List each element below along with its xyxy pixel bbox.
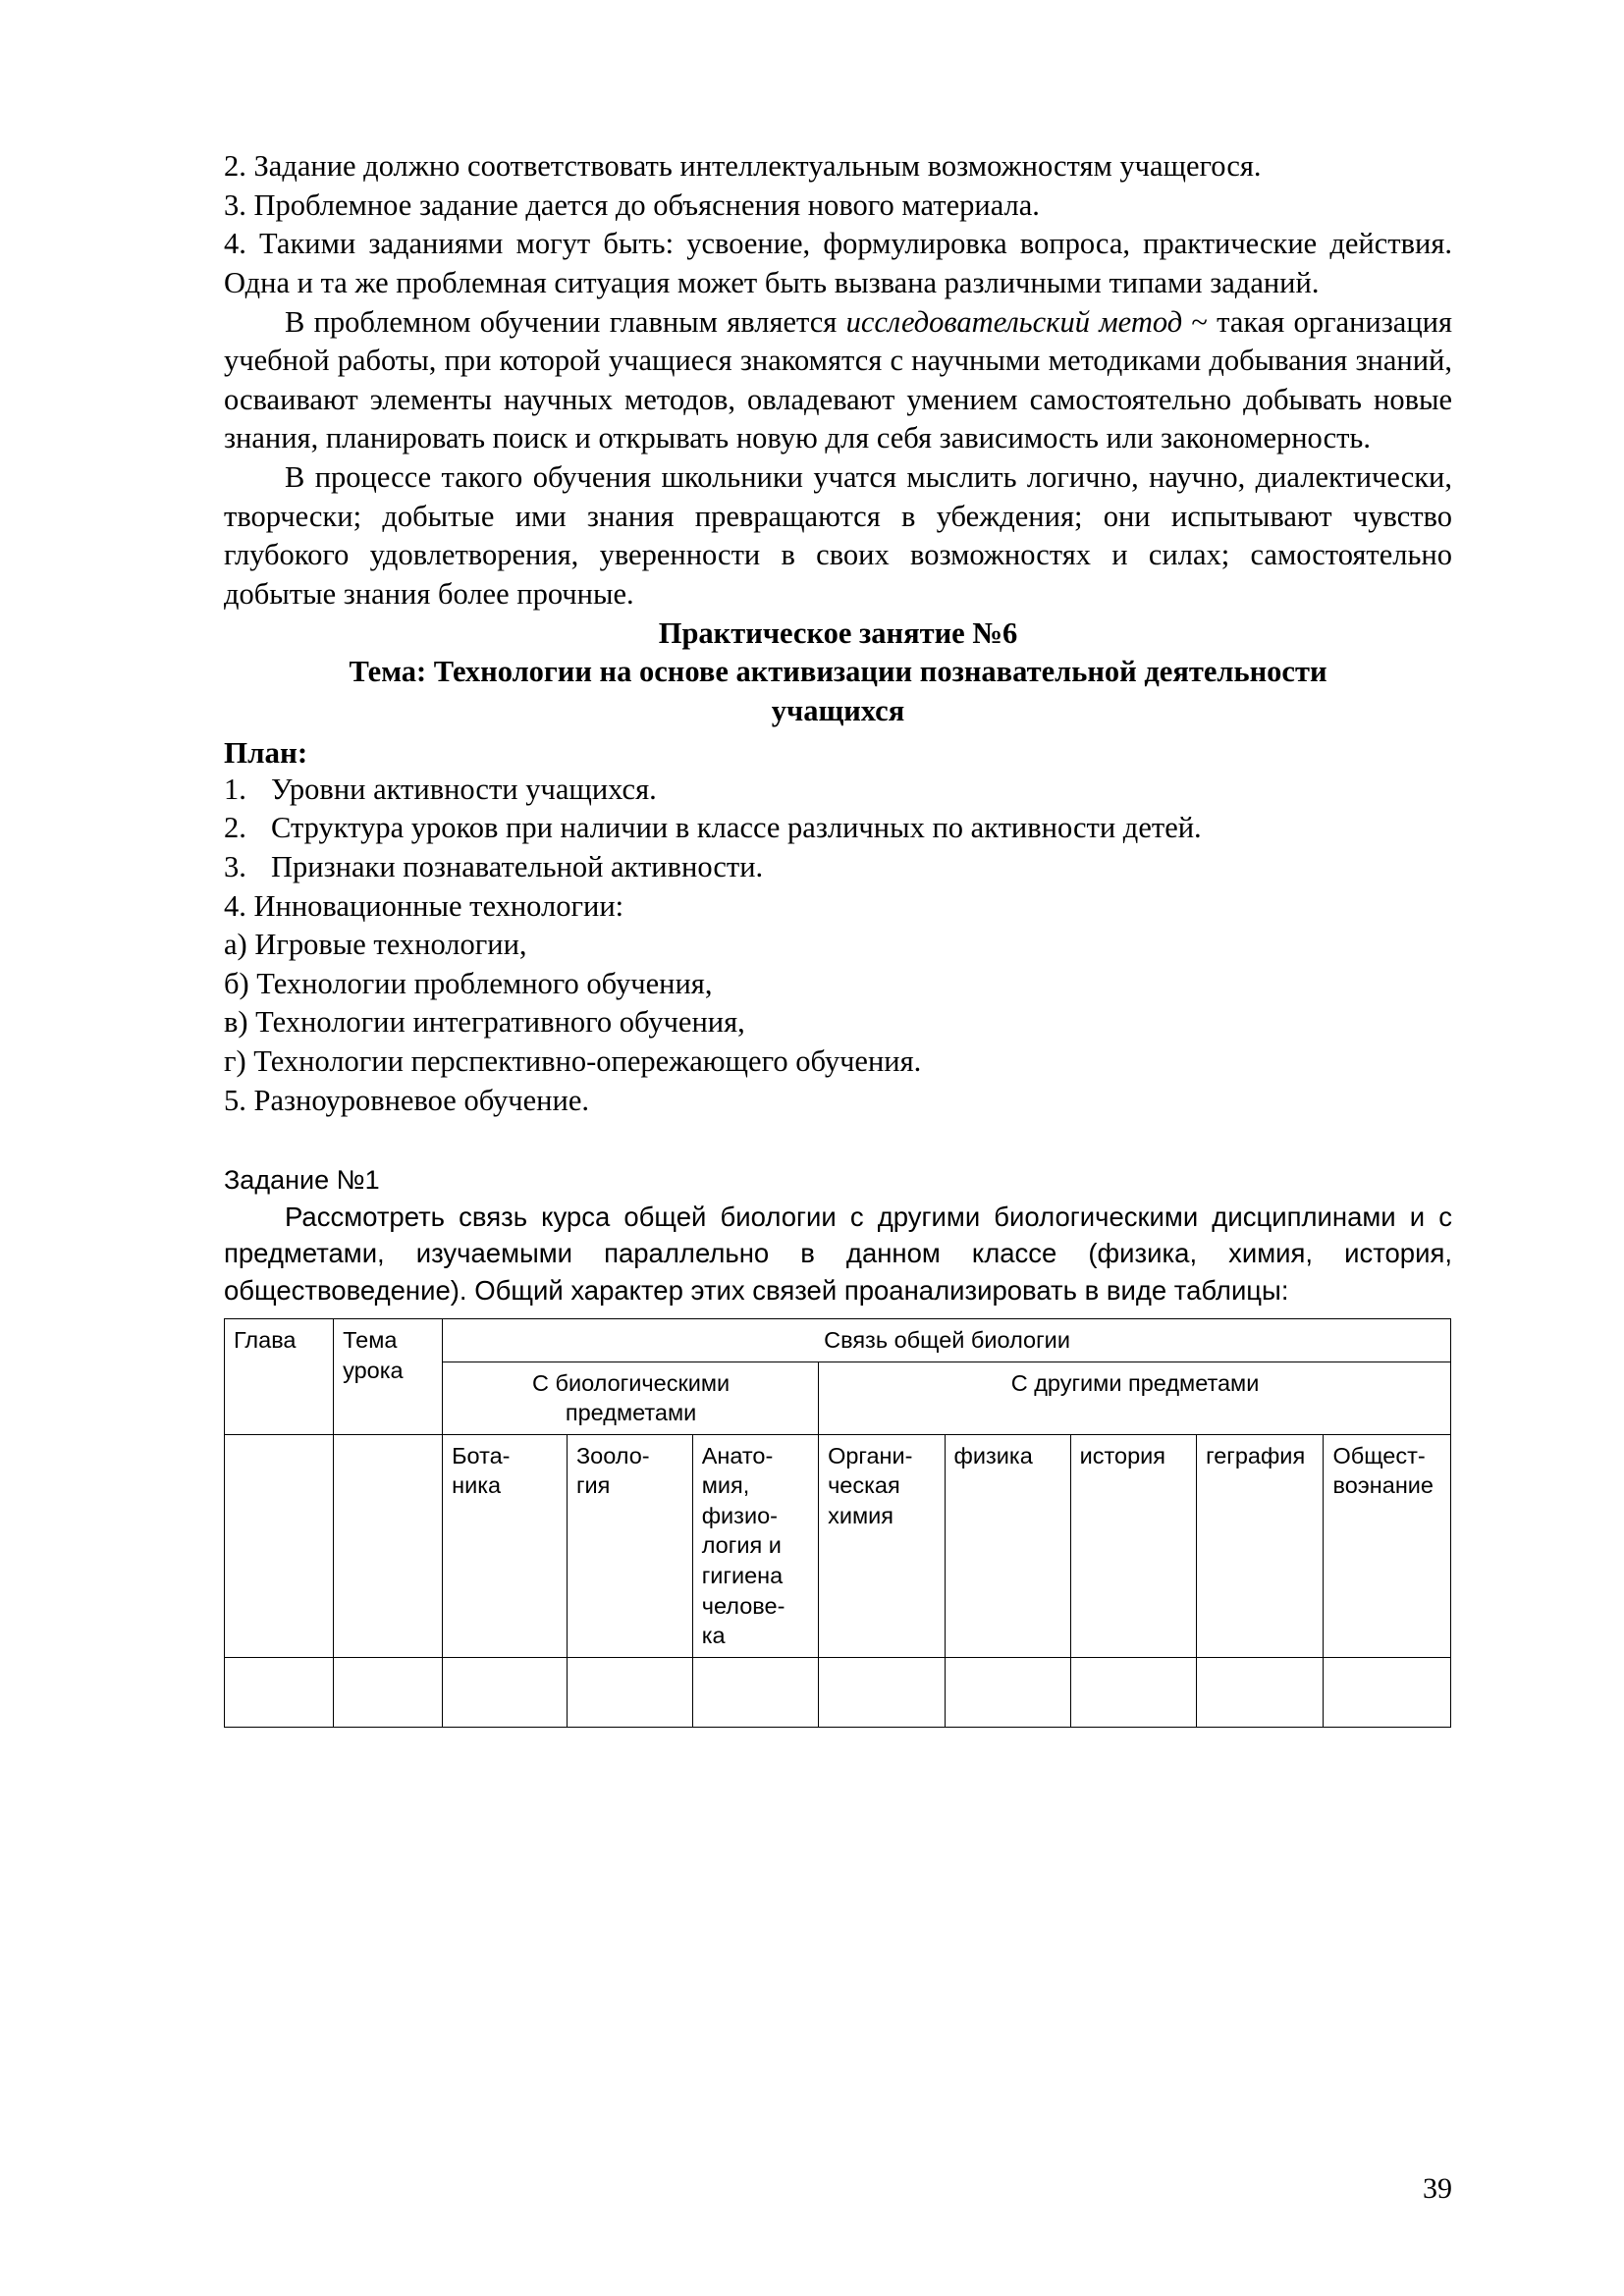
task-description: Рассмотреть связь курса общей биологии с другими биологическими дисциплинами и с предметами, изучаемыми параллельно в данном классе (физика, химия, история, обществоведение). Общий характер этих связей проанализировать в виде таблицы: bbox=[224, 1201, 1452, 1306]
plan-subitem-g: г) Технологии перспективно-опережающего обучения. bbox=[224, 1044, 922, 1079]
topic-heading-line-2: учащихся bbox=[771, 693, 905, 727]
table-header-row-3 bbox=[225, 1434, 1451, 1657]
table-row bbox=[225, 1657, 1451, 1727]
table-cell bbox=[1324, 1657, 1451, 1727]
plan-subitem-v: в) Технологии интегративного обучения, bbox=[224, 1005, 745, 1040]
table-cell bbox=[334, 1657, 443, 1727]
plan-item-3 bbox=[224, 848, 1452, 887]
plan-item-3-text: Признаки познавательной активности. bbox=[271, 849, 764, 883]
table-cell bbox=[945, 1657, 1070, 1727]
plan-item-2-text: Структура уроков при наличии в классе различных по активности детей. bbox=[271, 811, 1202, 845]
header-cell-connection-all: Связь общей биологии bbox=[443, 1319, 1451, 1362]
header-cell-botanika: Бота- ника bbox=[443, 1434, 568, 1657]
header-cell-glava: Глава bbox=[225, 1319, 334, 1435]
plan-item-1 bbox=[224, 771, 1452, 810]
table-cell bbox=[567, 1657, 692, 1727]
plan-item-2 bbox=[224, 809, 1452, 848]
biology-connections-table bbox=[224, 1318, 1451, 1727]
header-cell-empty-tema bbox=[334, 1434, 443, 1657]
header-cell-tema-line1: Тема bbox=[343, 1327, 398, 1354]
plan-item-1-number: 1. bbox=[224, 772, 246, 806]
paragraph-3: 3. Проблемное задание дается до объяснения нового материала. bbox=[224, 187, 1040, 222]
header-cell-anatomiya: Анато- мия, физио- логия и гигиена челове- ка bbox=[692, 1434, 818, 1657]
header-cell-geografiya: геграфия bbox=[1197, 1434, 1324, 1657]
header-cell-organicheskaya-himiya: Органи- ческая химия bbox=[819, 1434, 945, 1657]
header-cell-bio-line1: С биологическими bbox=[532, 1369, 731, 1396]
plan-heading: План: bbox=[224, 734, 308, 770]
header-cell-zoologiya: Зооло- гия bbox=[567, 1434, 692, 1657]
paragraph-2: 2. Задание должно соответствовать интеллектуальным возможностям учащегося. bbox=[224, 149, 1262, 183]
process-paragraph: В процессе такого обучения школьники учатся мыслить логично, научно, диалектически, творчески; добытые ими знания превращаются в убеждения; они испытывают чувство глубокого удовлетворения, уверенности в своих возможностях и силах; самостоятельно добытые знания более прочные. bbox=[224, 460, 1452, 612]
header-cell-empty-glava bbox=[225, 1434, 334, 1657]
table-cell bbox=[443, 1657, 568, 1727]
table-cell bbox=[692, 1657, 818, 1727]
plan-subitem-b: б) Технологии проблемного обучения, bbox=[224, 966, 713, 1000]
page-number: 39 bbox=[1423, 2172, 1452, 2205]
research-italic-term: исследовательский метод bbox=[845, 304, 1183, 339]
practical-session-heading: Практическое занятие №6 bbox=[658, 615, 1018, 650]
research-method-paragraph bbox=[224, 303, 1452, 459]
paragraph-4: 4. Такими заданиями могут быть: усвоение, формулировка вопроса, практические действия. Одна и та же проблемная ситуация может быть вызвана различными типами заданий. bbox=[224, 227, 1452, 299]
header-cell-other-subjects: С другими предметами bbox=[819, 1362, 1451, 1434]
plan-item-2-number: 2. bbox=[224, 811, 246, 845]
header-cell-tema-line2: урока bbox=[343, 1357, 404, 1383]
table-cell bbox=[1070, 1657, 1197, 1727]
plan-item-4: 4. Инновационные технологии: bbox=[224, 888, 624, 923]
header-cell-istoriya: история bbox=[1070, 1434, 1197, 1657]
plan-item-5: 5. Разноуровневое обучение. bbox=[224, 1083, 589, 1117]
table-cell bbox=[1197, 1657, 1324, 1727]
research-lead: В проблемном обучении главным является bbox=[285, 304, 846, 339]
header-cell-bio-subjects bbox=[443, 1362, 819, 1434]
table-cell bbox=[819, 1657, 945, 1727]
header-cell-tema bbox=[334, 1319, 443, 1435]
research-tail: ~ такая организация учебной работы, при которой учащиеся знакомятся с научными методиками добывания знаний, осваивают элементы научных методов, овладевают умением самостоятельно добывать новые знания, планировать поиск и открывать новую для себя зависимость или закономерность. bbox=[224, 304, 1452, 455]
table-cell bbox=[225, 1657, 334, 1727]
header-cell-obschestvoznanie: Общест- воэнание bbox=[1324, 1434, 1451, 1657]
table-header-row-1 bbox=[225, 1319, 1451, 1362]
topic-heading-line-1: Тема: Технологии на основе активизации познавательной деятельности bbox=[349, 655, 1327, 689]
header-cell-fizika: физика bbox=[945, 1434, 1070, 1657]
task-label: Задание №1 bbox=[224, 1165, 380, 1196]
plan-subitem-a: а) Игровые технологии, bbox=[224, 928, 527, 962]
plan-item-3-number: 3. bbox=[224, 849, 246, 883]
plan-item-1-text: Уровни активности учащихся. bbox=[271, 772, 657, 806]
header-cell-bio-line2: предметами bbox=[565, 1400, 697, 1426]
